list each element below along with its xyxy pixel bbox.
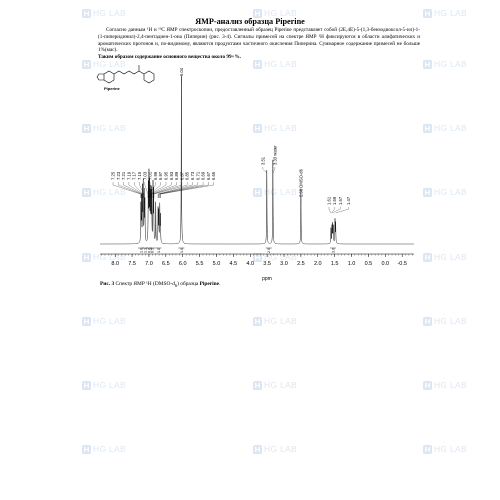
watermark-logo-icon <box>423 445 432 454</box>
watermark-logo-icon <box>423 381 432 390</box>
caption-compound: Piperine <box>199 281 220 287</box>
watermark-text: HG LAB <box>93 187 126 197</box>
axis-tick-label: 1.0 <box>347 261 356 267</box>
watermark-text: HG LAB <box>264 252 297 262</box>
watermark <box>253 380 297 390</box>
watermark-text: HG LAB <box>434 316 467 326</box>
peak-label-group <box>111 67 352 213</box>
axis-tick-label: 5.5 <box>195 261 204 267</box>
spectrum-trace-group <box>100 76 414 244</box>
watermark-text: HG LAB <box>434 187 467 197</box>
integral-value: 1.0 <box>156 248 161 253</box>
peak-label: 1.61 <box>326 196 332 205</box>
watermark-text: HG LAB <box>93 444 126 454</box>
watermark-text: HG LAB <box>93 252 126 262</box>
peak-label: 7.03 <box>142 171 148 180</box>
document-title: ЯМР-анализ образца Piperine <box>195 17 305 26</box>
intro-line-3: примесей на спектре ЯМР ¹H фиксируются в области алифатических и ароматических протонов и, по-видимому, <box>98 33 420 47</box>
watermark-logo-icon <box>253 381 262 390</box>
spectrum-trace <box>100 76 414 244</box>
watermark-text: HG LAB <box>434 444 467 454</box>
watermark-logo-icon <box>82 60 91 69</box>
peak-label-leader <box>118 182 141 198</box>
axis-tick-label: -0.5 <box>397 261 407 267</box>
peak-label: 6.93 <box>168 171 174 180</box>
piperine-structure <box>97 65 154 83</box>
watermark-text: HG LAB <box>93 123 126 133</box>
peak-label: 6.95 <box>163 171 169 180</box>
peak-label: 6.67 <box>205 171 211 180</box>
integral-value: 1.0 <box>139 248 144 253</box>
axis-tick-label: 0.5 <box>364 261 373 267</box>
intro-text <box>98 27 420 54</box>
peak-label: 7.15 <box>137 171 142 180</box>
structure-label: Piperine <box>104 86 120 91</box>
integral-value: 0.6 <box>147 248 152 253</box>
watermark-text: HG LAB <box>93 316 126 326</box>
peak-label: 1.59 <box>332 196 338 205</box>
watermark-logo-icon <box>82 124 91 133</box>
axis-tick-label: 4.0 <box>246 261 255 267</box>
integral-value: 1.1 <box>143 248 148 253</box>
watermark <box>253 316 297 326</box>
intro-line-4: являются продуктами частичного окисления Пиперина. Суммарное содержание примесей не больше 1%(мас). <box>98 40 421 54</box>
intro-paragraph <box>98 27 420 61</box>
watermark-text: HG LAB <box>93 59 126 69</box>
caption-figure-number: Рис. 3 <box>100 281 115 287</box>
peak-label-leader <box>329 207 331 213</box>
amide-bond <box>139 71 144 74</box>
axis-title: ppm <box>262 276 272 282</box>
watermark <box>82 380 126 390</box>
ppm-axis <box>100 254 414 267</box>
watermark-text: HG LAB <box>264 123 297 133</box>
watermark <box>423 380 467 390</box>
watermark-logo-icon <box>82 188 91 197</box>
watermark-text: HG LAB <box>434 8 467 18</box>
axis-tick-label: 8.0 <box>111 261 120 267</box>
integral-value: 1.0 <box>179 248 184 253</box>
peak-label: 7.25 <box>110 171 116 180</box>
axis-tick-label: 2.5 <box>297 261 305 267</box>
watermark-text: HG LAB <box>264 380 297 390</box>
axis-tick-label: 3.0 <box>280 261 288 267</box>
peak-label-leader <box>145 182 148 198</box>
watermark-logo-icon <box>82 381 91 390</box>
caption-text: Спектр ЯМР ¹H (DMSO- <box>115 281 173 287</box>
peak-label: 7.19 <box>126 171 132 180</box>
peak-label-leader <box>332 207 340 213</box>
peak-label: 1.47 <box>346 196 352 205</box>
watermark-text: HG LAB <box>434 252 467 262</box>
axis-tick-label: 1.5 <box>330 261 339 267</box>
watermark-logo-icon <box>82 445 91 454</box>
axis-tick-label: 3.5 <box>263 261 271 267</box>
peak-label: 6.87 <box>179 171 185 180</box>
caption-solvent: d <box>172 281 175 287</box>
dioxole-ring <box>97 74 104 80</box>
caption-solvent-index: 6 <box>174 283 178 289</box>
peak-label-leader <box>263 167 267 173</box>
integral-value: 3.0 <box>331 248 336 253</box>
watermark <box>253 444 297 454</box>
axis-tick-label: 6.0 <box>178 261 187 267</box>
watermark <box>423 123 467 133</box>
watermark <box>423 316 467 326</box>
axis-tick-label: 6.5 <box>162 261 170 267</box>
integral-group <box>138 248 336 253</box>
watermark <box>423 444 467 454</box>
watermark-text: HG LAB <box>434 123 467 133</box>
watermark <box>423 252 467 262</box>
peak-label: 7.23 <box>115 171 121 180</box>
axis-tick-label: 5.0 <box>212 261 221 267</box>
peak-label: 6.65 <box>211 171 217 180</box>
benzodioxole-ring <box>104 71 114 83</box>
watermark-text: HG LAB <box>434 380 467 390</box>
watermark-text: HG LAB <box>264 444 297 454</box>
watermark <box>423 59 467 69</box>
caption-end: . <box>219 281 221 287</box>
axis-tick-label: 2.0 <box>313 261 322 267</box>
watermark-text: HG LAB <box>93 380 126 390</box>
watermark-text: HG LAB <box>264 187 297 197</box>
watermark-text: HG LAB <box>264 59 297 69</box>
watermark-text: HG LAB <box>264 316 297 326</box>
peak-label: 6.99 <box>152 171 158 180</box>
axis-tick-label: 7.0 <box>145 261 153 267</box>
watermark-text: HG LAB <box>434 59 467 69</box>
peak-label: 6.04 <box>178 67 184 76</box>
peak-label: 3.33 water <box>272 145 278 165</box>
watermark-logo-icon <box>82 317 91 326</box>
intro-line-2: (2E,4E)-5-(1,3-бензодиоксол-5-ил)-1-(1-пиперидинил)-2,4-пентадиен-1-она (Пиперин) (рис. 3-4). Сигналы <box>98 27 420 40</box>
axis-tick-label: 7.5 <box>128 261 136 267</box>
watermark <box>82 444 126 454</box>
purity-conclusion: Таким образом содержание основного вещества около 99+%. <box>98 54 241 60</box>
peak-label: 6.73 <box>190 171 195 180</box>
peak-label: 6.97 <box>158 171 164 180</box>
integral-value: 0.5 <box>150 248 155 253</box>
integral-value: 2.0 <box>267 248 272 253</box>
watermark-logo-icon <box>253 445 262 454</box>
peak-label: 6.89 <box>174 171 180 180</box>
watermark-text: HG LAB <box>264 8 297 18</box>
nmr-spectrum <box>92 60 422 282</box>
peak-label: 7.01 <box>147 171 153 180</box>
watermark-logo-icon <box>423 253 432 262</box>
peak-label: 6.71 <box>195 171 201 180</box>
watermark-logo-icon <box>253 317 262 326</box>
peak-label: 7.17 <box>131 171 137 180</box>
peak-label: 1.57 <box>337 196 343 205</box>
watermark-text: HG LAB <box>93 8 126 18</box>
axis-tick-label: 0.0 <box>381 261 390 267</box>
watermark-logo-icon <box>423 317 432 326</box>
peak-label: 6.69 <box>200 171 206 180</box>
piperidine-ring <box>144 71 154 83</box>
intro-line-1: Согласно данным ¹H и ¹³C ЯМР спектроскопии, предоставленный образец Piperine представляет собой <box>106 27 337 33</box>
watermark-logo-icon <box>423 188 432 197</box>
caption-mid: ) образца <box>177 281 200 287</box>
peak-label: 6.85 <box>184 171 190 180</box>
watermark <box>82 316 126 326</box>
peak-label-leader <box>336 207 349 213</box>
peak-label: 7.21 <box>121 171 127 180</box>
axis-tick-label: 4.5 <box>229 261 238 267</box>
watermark-logo-icon <box>423 60 432 69</box>
peak-label: 2.50 DMSO-d6 <box>298 169 304 197</box>
diene-chain <box>114 71 139 74</box>
watermark-logo-icon <box>82 253 91 262</box>
watermark <box>423 187 467 197</box>
watermark-logo-icon <box>423 124 432 133</box>
figure-caption <box>100 281 220 288</box>
peak-label: 3.51 <box>260 156 266 165</box>
